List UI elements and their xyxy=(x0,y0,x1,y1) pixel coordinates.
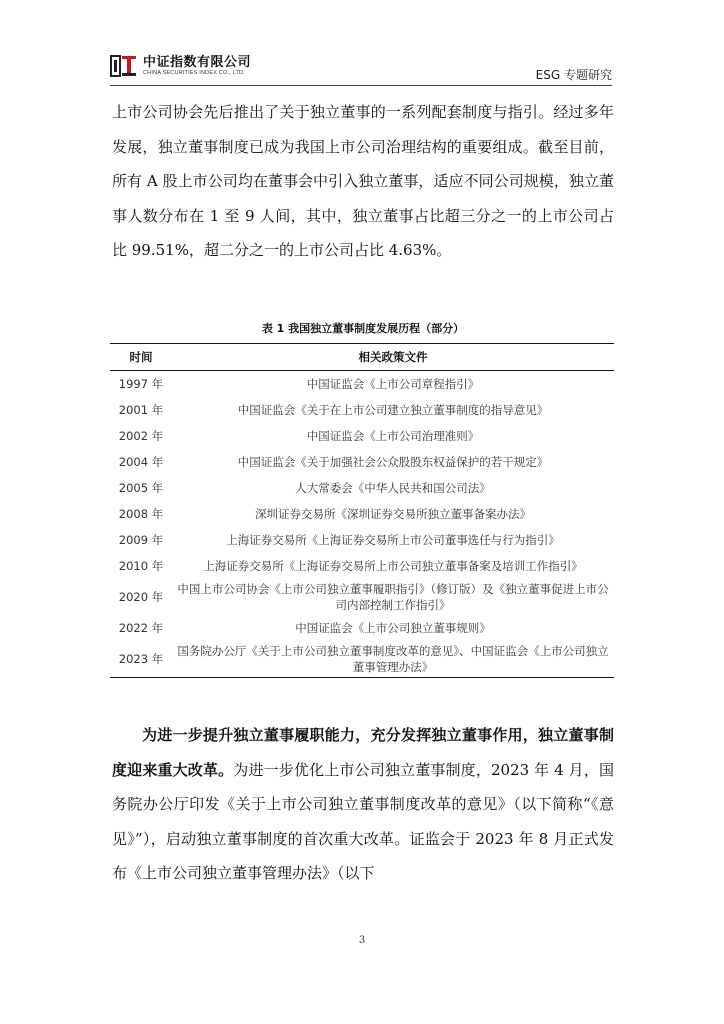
row-document: 深圳证券交易所《深圳证券交易所独立董事备案办法》 xyxy=(255,507,531,521)
row-year: 2010 年 xyxy=(118,559,164,573)
table-row xyxy=(110,527,614,553)
row-document: 中国证监会《上市公司治理准则》 xyxy=(306,429,480,443)
row-document: 国务院办公厅《关于上市公司独立董事制度改革的意见》、中国证监会《上市公司独立董事管理办法》 xyxy=(172,641,614,678)
row-document: 人大常委会《中华人民共和国公司法》 xyxy=(295,481,491,495)
table-row xyxy=(110,641,614,678)
table-row xyxy=(110,449,614,475)
logo-english-name: CHINA SECURITIES INDEX CO., LTD. xyxy=(143,69,245,76)
row-year: 2004 年 xyxy=(118,455,164,469)
row-document: 中国上市公司协会《上市公司独立董事履职指引》（修订版）及《独立董事促进上市公司内部控制工作指引》 xyxy=(177,582,609,612)
column-header-documents: 相关政策文件 xyxy=(172,344,614,371)
company-logo xyxy=(110,54,251,78)
table-row xyxy=(110,371,614,398)
row-year: 1997 年 xyxy=(118,377,164,391)
table-caption: 表 1 我国独立董事制度发展历程（部分） xyxy=(261,322,465,335)
header-divider xyxy=(110,85,612,86)
reform-body-text: 为进一步优化上市公司独立董事制度，2023 年 4 月，国务院办公厅印发《关于上市公司独立董事制度改革的意见》（以下简称“《意见》”），启动独立董事制度的首次重大改革。证监会于 2023 年 8 月正式发布《上市公司独立董事管理办法》（以下 xyxy=(112,760,614,882)
row-year: 2002 年 xyxy=(118,429,164,443)
row-year: 2020 年 xyxy=(118,590,164,604)
row-document: 中国证监会《关于在上市公司建立独立董事制度的指导意见》 xyxy=(237,403,549,417)
row-year: 2009 年 xyxy=(118,533,164,547)
row-document: 中国证监会《上市公司独立董事规则》 xyxy=(295,621,491,635)
section-title: ESG 专题研究 xyxy=(535,68,612,82)
row-document: 上海证券交易所《上海证券交易所上市公司董事选任与行为指引》 xyxy=(226,533,560,547)
table-row xyxy=(110,501,614,527)
table-row xyxy=(110,553,614,579)
table-row xyxy=(110,579,614,615)
row-document: 上海证券交易所《上海证券交易所上市公司独立董事备案及培训工作指引》 xyxy=(203,559,583,573)
reform-paragraph xyxy=(112,718,614,891)
page-number: 3 xyxy=(358,935,366,946)
page-header xyxy=(110,48,612,86)
row-year: 2008 年 xyxy=(118,507,164,521)
intro-paragraph: 上市公司协会先后推出了关于独立董事的一系列配套制度与指引。经过多年发展，独立董事制度已成为我国上市公司治理结构的重要组成。截至目前，所有 A 股上市公司均在董事会中引入独立董事，适应不同公司规模，独立董事人数分布在 1 至 9 人间，其中，独立董事占比超三分之一的上市公司占比 99.51%，超二分之一的上市公司占比 4.63%。 xyxy=(112,103,614,259)
csi-logo-icon xyxy=(110,54,138,78)
reform-lead-sentence: 为进一步提升独立董事履职能力，充分发挥独立董事作用，独立董事制度迎来重大改革。 xyxy=(112,726,614,779)
table-row xyxy=(110,615,614,641)
policy-history-table xyxy=(110,343,614,678)
row-year: 2023 年 xyxy=(110,641,172,678)
logo-chinese-name: 中证指数有限公司 xyxy=(143,54,252,70)
table-row xyxy=(110,397,614,423)
row-year: 2001 年 xyxy=(118,403,164,417)
table-row xyxy=(110,475,614,501)
table-header-row xyxy=(110,344,614,371)
row-year: 2005 年 xyxy=(118,481,164,495)
row-document: 中国证监会《上市公司章程指引》 xyxy=(306,377,480,391)
column-header-time: 时间 xyxy=(110,344,172,371)
row-year: 2022 年 xyxy=(118,621,164,635)
table-row xyxy=(110,423,614,449)
row-document: 中国证监会《关于加强社会公众股股东权益保护的若干规定》 xyxy=(237,455,549,469)
